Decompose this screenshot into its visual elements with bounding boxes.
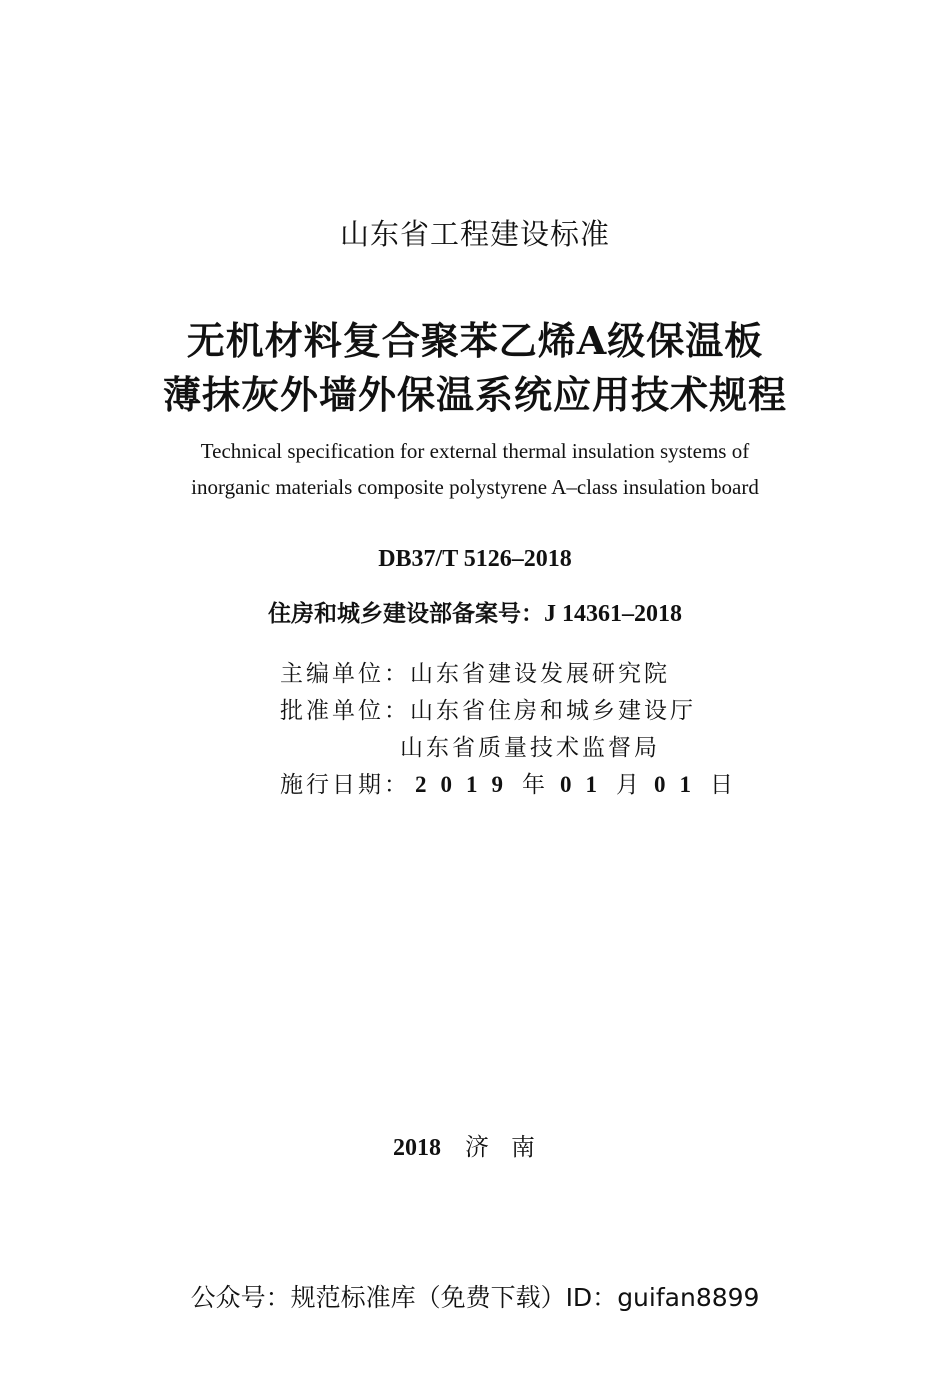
standard-code: DB37/T 5126–2018 — [378, 546, 572, 572]
standard-series: 山东省工程建设标准 — [339, 217, 610, 251]
approval-value-1: 山东省住房和城乡建设厅 — [410, 698, 696, 724]
chief-editor-value: 山东省建设发展研究院 — [410, 661, 670, 687]
effective-date — [280, 766, 736, 799]
effective-day-unit: 日 — [710, 772, 736, 798]
title-chinese-line1: 无机材料复合聚苯乙烯A级保温板 — [186, 318, 764, 363]
approval-unit-2 — [400, 729, 660, 762]
chief-editor-unit — [280, 655, 670, 688]
title-english-line1: Technical specification for external thermal insulation systems of — [200, 439, 750, 463]
publication-city: 济南 — [465, 1133, 557, 1161]
approval-label: 批准单位： — [280, 698, 410, 724]
effective-day: 01 — [654, 772, 705, 797]
title-chinese-line2: 薄抹灰外墙外保温系统应用技术规程 — [162, 372, 787, 417]
effective-year-unit: 年 — [522, 772, 548, 798]
effective-month: 01 — [560, 772, 611, 797]
approval-value-2: 山东省质量技术监督局 — [400, 735, 660, 761]
publication-info — [0, 1127, 950, 1162]
record-number — [0, 595, 950, 628]
effective-date-label: 施行日期： — [280, 772, 410, 798]
record-number-value: J 14361–2018 — [544, 601, 682, 627]
approval-unit — [280, 692, 696, 725]
title-english-line2: inorganic materials composite polystyrene A–class insulation board — [191, 475, 759, 499]
record-number-label: 住房和城乡建设部备案号： — [268, 601, 544, 627]
effective-year: 2019 — [415, 772, 517, 797]
effective-month-unit: 月 — [616, 772, 642, 798]
footer-watermark: 公众号：规范标准库（免费下载）ID：guifan8899 — [190, 1283, 760, 1312]
chief-editor-label: 主编单位： — [280, 661, 410, 687]
publication-year: 2018 — [393, 1135, 441, 1161]
